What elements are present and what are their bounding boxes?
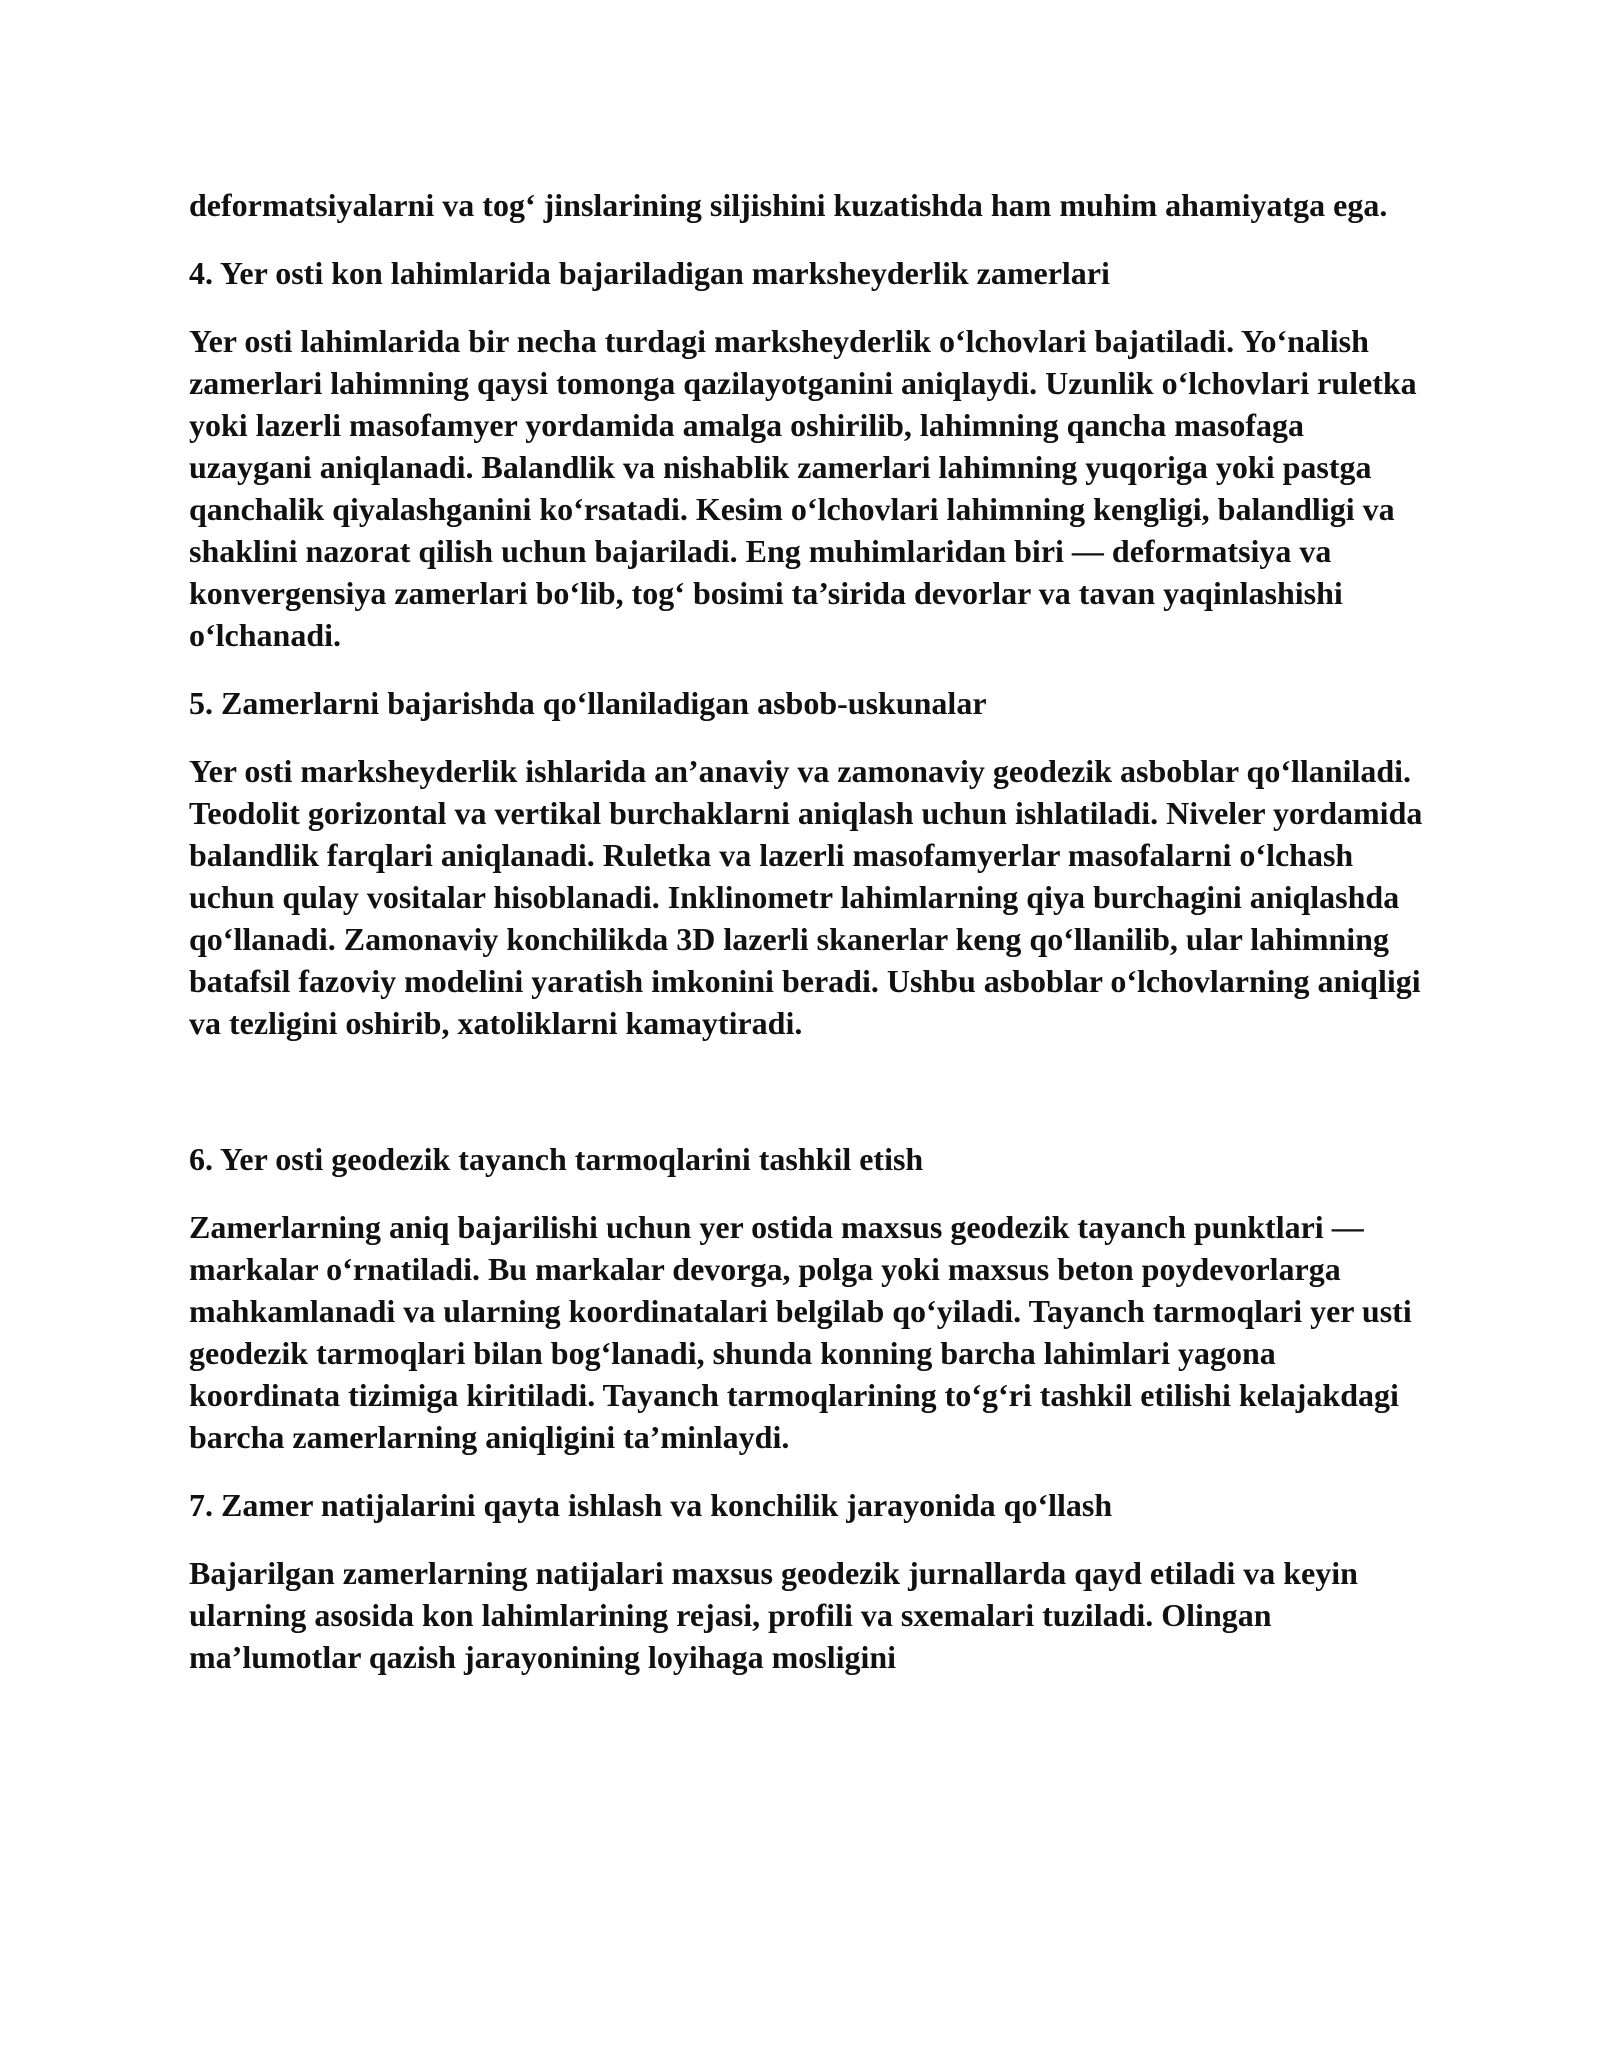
section-6-heading: 6. Yer osti geodezik tayanch tarmoqlarini tashkil etish xyxy=(189,1141,924,1177)
section-5-body: Yer osti marksheyderlik ishlarida an’anaviy va zamonaviy geodezik asboblar qo‘llaniladi. Teodolit gorizontal va vertikal burchaklarni aniqlash uchun ishlatiladi. Niveler yordamida balandlik farqlari aniqlanadi. Ruletka va lazerli masofamyerlar masofalarni o‘lchash uchun qulay vositalar hisoblanadi. Inklinometr lahimlarning qiya burchagini aniqlashda qo‘llanadi. Zamonaviy konchilikda 3D lazerli skanerlar keng qo‘llanilib, ular lahimning batafsil fazoviy modelini yaratish imkonini beradi. Ushbu asboblar o‘lchovlarning aniqligi va tezligini oshirib, xatoliklarni kamaytiradi. xyxy=(189,753,1423,1041)
document-page xyxy=(189,184,1429,1704)
section-5-heading: 5. Zamerlarni bajarishda qo‘llaniladigan asbob-uskunalar xyxy=(189,685,987,721)
intro-paragraph: deformatsiyalarni va tog‘ jinslarining siljishini kuzatishda ham muhim ahamiyatga ega. xyxy=(189,187,1388,223)
section-6-body: Zamerlarning aniq bajarilishi uchun yer ostida maxsus geodezik tayanch punktlari — markalar o‘rnatiladi. Bu markalar devorga, polga yoki maxsus beton poydevorlarga mahkamlanadi va ularning koordinatalari belgilab qo‘yiladi. Tayanch tarmoqlari yer usti geodezik tarmoqlari bilan bog‘lanadi, shunda konning barcha lahimlari yagona koordinata tizimiga kiritiladi. Tayanch tarmoqlarining to‘g‘ri tashkil etilishi kelajakdagi barcha zamerlarning aniqligini ta’minlaydi. xyxy=(189,1209,1412,1455)
section-4-body: Yer osti lahimlarida bir necha turdagi marksheyderlik o‘lchovlari bajatiladi. Yo‘nalish zamerlari lahimning qaysi tomonga qazilayotganini aniqlaydi. Uzunlik o‘lchovlari ruletka yoki lazerli masofamyer yordamida amalga oshirilib, lahimning qancha masofaga uzaygani aniqlanadi. Balandlik va nishablik zamerlari lahimning yuqoriga yoki pastga qanchalik qiyalashganini ko‘rsatadi. Kesim o‘lchovlari lahimning kengligi, balandligi va shaklini nazorat qilish uchun bajariladi. Eng muhimlaridan biri — deformatsiya va konvergensiya zamerlari bo‘lib, tog‘ bosimi ta’sirida devorlar va tavan yaqinlashishi o‘lchanadi. xyxy=(189,323,1417,653)
blank-line xyxy=(189,1070,1429,1138)
section-7-heading: 7. Zamer natijalarini qayta ishlash va konchilik jarayonida qo‘llash xyxy=(189,1487,1113,1523)
section-4-heading: 4. Yer osti kon lahimlarida bajariladigan marksheyderlik zamerlari xyxy=(189,255,1110,291)
section-7-body: Bajarilgan zamerlarning natijalari maxsus geodezik jurnallarda qayd etiladi va keyin ularning asosida kon lahimlarining rejasi, profili va sxemalari tuziladi. Olingan ma’lumotlar qazish jarayonining loyihaga mosligini xyxy=(189,1555,1358,1675)
